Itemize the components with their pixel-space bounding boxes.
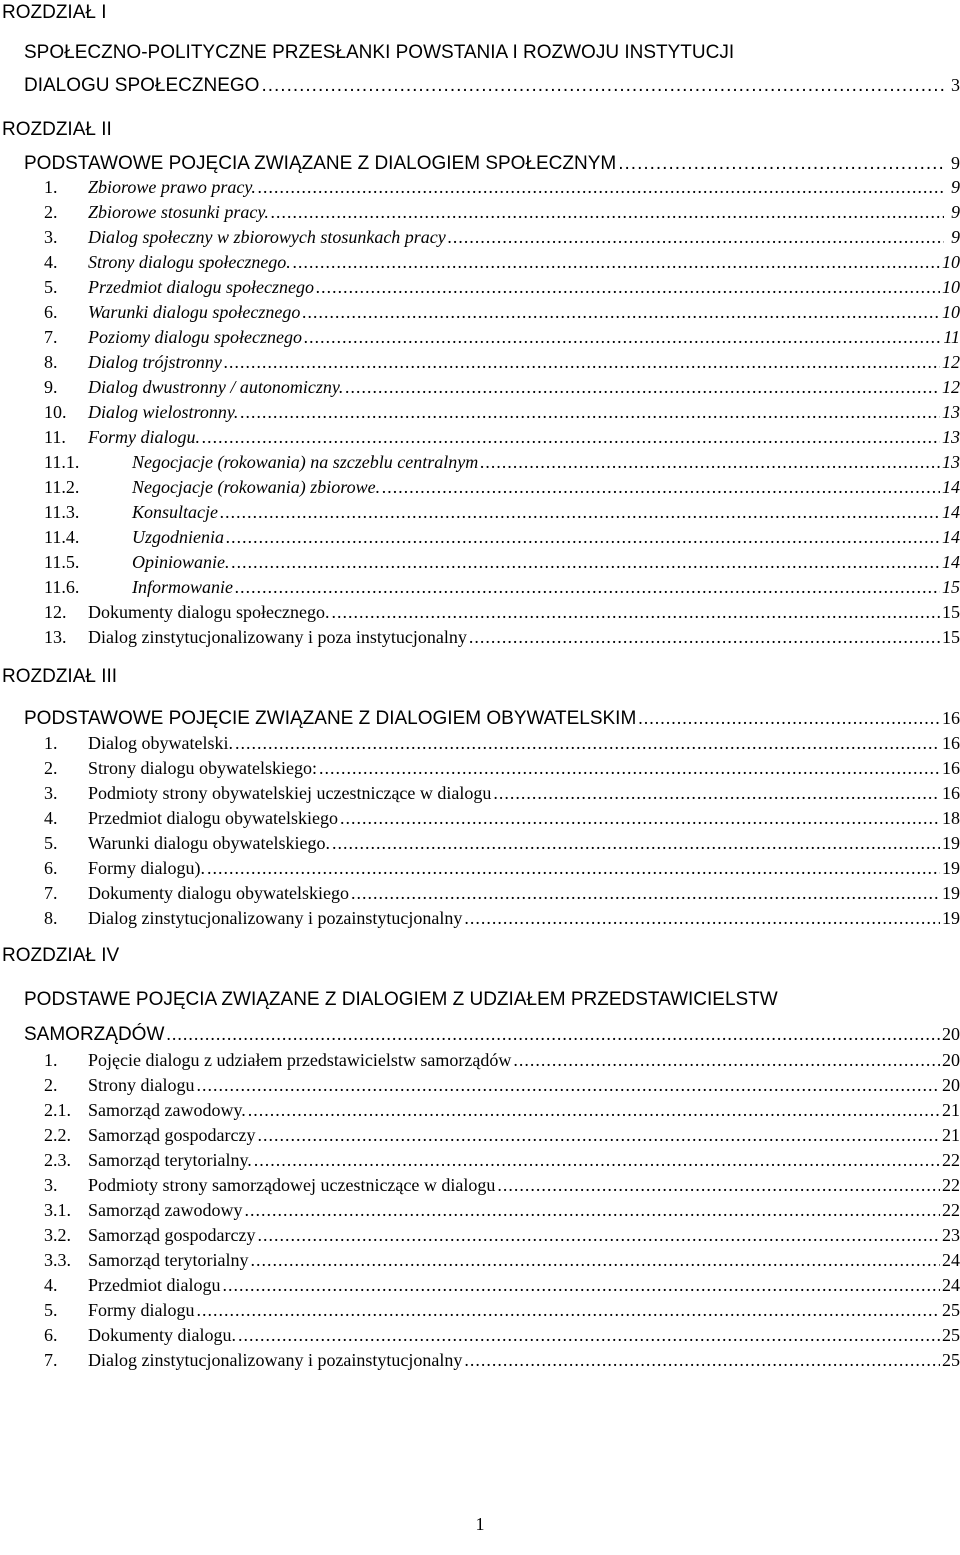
leader-dots bbox=[250, 1247, 940, 1273]
toc-entry-page: 22 bbox=[942, 1175, 960, 1195]
toc-entry-title: Samorząd gospodarczy bbox=[88, 1225, 256, 1245]
toc-entry-title: Dialog wielostronny. bbox=[88, 402, 239, 422]
toc-entry-page: 15 bbox=[942, 627, 960, 647]
toc-entry-page: 9 bbox=[951, 153, 960, 173]
chapter-heading: ROZDZIAŁ III bbox=[2, 666, 118, 687]
leader-dots bbox=[497, 1172, 940, 1198]
toc-entry-title: Dialog trójstronny bbox=[88, 352, 222, 372]
toc-entry-title: Strony dialogu obywatelskiego: bbox=[88, 758, 317, 778]
toc-section-entry[interactable] bbox=[24, 705, 960, 732]
leader-dots bbox=[293, 249, 940, 275]
toc-entry[interactable] bbox=[44, 374, 960, 400]
toc-entry-title: Warunki dialogu obywatelskiego. bbox=[88, 833, 330, 853]
toc-entry-page: 24 bbox=[942, 1250, 960, 1270]
toc-entry-page: 20 bbox=[942, 1024, 960, 1044]
leader-dots bbox=[197, 1072, 941, 1098]
toc-entry-title: Dokumenty dialogu społecznego. bbox=[88, 602, 330, 622]
toc-entry-number: 3.3. bbox=[44, 1250, 71, 1270]
toc-entry-number: 6. bbox=[44, 1325, 58, 1345]
toc-entry[interactable] bbox=[44, 599, 960, 625]
leader-dots bbox=[302, 299, 940, 325]
toc-entry[interactable] bbox=[44, 224, 960, 250]
leader-dots bbox=[166, 1021, 940, 1047]
toc-entry-page: 12 bbox=[942, 377, 960, 397]
toc-entry-page: 14 bbox=[942, 527, 960, 547]
toc-entry[interactable] bbox=[44, 524, 960, 550]
toc-entry-title: Formy dialogu. bbox=[88, 427, 200, 447]
toc-entry-page: 25 bbox=[942, 1325, 960, 1345]
leader-dots bbox=[235, 730, 940, 756]
leader-dots bbox=[222, 1272, 940, 1298]
leader-dots bbox=[244, 1197, 940, 1223]
leader-dots bbox=[257, 1222, 940, 1248]
toc-entry-page: 20 bbox=[942, 1050, 960, 1070]
toc-entry-title: Dialog obywatelski. bbox=[88, 733, 233, 753]
toc-entry-title: Strony dialogu bbox=[88, 1075, 195, 1095]
toc-entry-title: Informowanie bbox=[132, 577, 233, 597]
leader-dots bbox=[493, 780, 940, 806]
toc-entry[interactable] bbox=[44, 880, 960, 906]
toc-entry-number: 3.1. bbox=[44, 1200, 71, 1220]
toc-entry-page: 25 bbox=[942, 1350, 960, 1370]
leader-dots bbox=[464, 1347, 940, 1373]
toc-entry[interactable] bbox=[44, 424, 960, 450]
toc-entry-number: 12. bbox=[44, 602, 67, 622]
toc-section-title[interactable] bbox=[24, 40, 734, 66]
toc-entry-number: 1. bbox=[44, 1050, 58, 1070]
toc-entry[interactable] bbox=[44, 1147, 960, 1173]
leader-dots bbox=[332, 830, 940, 856]
leader-dots bbox=[238, 1322, 940, 1348]
toc-entry-page: 11 bbox=[943, 327, 960, 347]
toc-entry-number: 10. bbox=[44, 402, 67, 422]
toc-entry-page: 10 bbox=[942, 302, 960, 322]
toc-entry-title: Samorząd terytorialny. bbox=[88, 1150, 252, 1170]
toc-entry[interactable] bbox=[44, 174, 960, 200]
toc-entry[interactable] bbox=[44, 755, 960, 781]
toc-entry-title: Przedmiot dialogu społecznego bbox=[88, 277, 314, 297]
toc-entry-page: 9 bbox=[951, 177, 960, 197]
toc-entry-page: 21 bbox=[942, 1100, 960, 1120]
toc-entry-number: 1. bbox=[44, 177, 58, 197]
toc-entry[interactable] bbox=[44, 1272, 960, 1298]
leader-dots bbox=[258, 174, 944, 200]
toc-entry-title: Uzgodnienia bbox=[132, 527, 224, 547]
toc-entry-number: 4. bbox=[44, 1275, 58, 1295]
toc-entry-title: Strony dialogu społecznego. bbox=[88, 252, 291, 272]
chapter-heading: ROZDZIAŁ IV bbox=[2, 945, 120, 966]
toc-entry-number: 2.1. bbox=[44, 1100, 71, 1120]
leader-dots bbox=[220, 499, 940, 525]
toc-entry-page: 15 bbox=[942, 577, 960, 597]
toc-entry-number: 11.4. bbox=[44, 527, 80, 547]
toc-entry-page: 25 bbox=[942, 1300, 960, 1320]
leader-dots bbox=[197, 1297, 941, 1323]
toc-entry-number: 8. bbox=[44, 908, 58, 928]
toc-entry[interactable] bbox=[44, 780, 960, 806]
leader-dots bbox=[226, 524, 940, 550]
toc-entry-number: 2. bbox=[44, 1075, 58, 1095]
toc-entry[interactable] bbox=[44, 830, 960, 856]
leader-dots bbox=[240, 399, 940, 425]
toc-entry-number: 4. bbox=[44, 808, 58, 828]
toc-entry[interactable] bbox=[44, 1347, 960, 1373]
leader-dots bbox=[351, 880, 940, 906]
leader-dots bbox=[232, 549, 941, 575]
leader-dots bbox=[261, 73, 944, 99]
toc-entry-page: 16 bbox=[942, 708, 960, 728]
toc-entry-page: 16 bbox=[942, 733, 960, 753]
toc-entry-page: 19 bbox=[942, 883, 960, 903]
toc-entry[interactable] bbox=[44, 1247, 960, 1273]
toc-entry[interactable] bbox=[44, 349, 960, 375]
toc-section-entry[interactable] bbox=[24, 150, 960, 177]
toc-entry-page: 13 bbox=[942, 452, 960, 472]
toc-entry-number: 11.2. bbox=[44, 477, 80, 497]
toc-entry-title: PODSTAWOWE POJĘCIA ZWIĄZANE Z DIALOGIEM SPOŁECZNYM bbox=[24, 153, 617, 174]
toc-entry-number: 6. bbox=[44, 302, 58, 322]
toc-entry[interactable] bbox=[44, 324, 960, 350]
toc-entry-number: 5. bbox=[44, 277, 58, 297]
toc-entry-title: PODSTAWOWE POJĘCIE ZWIĄZANE Z DIALOGIEM OBYWATELSKIM bbox=[24, 708, 637, 729]
toc-entry-title: Przedmiot dialogu bbox=[88, 1275, 221, 1295]
page-number: 1 bbox=[475, 1514, 485, 1534]
toc-entry-number: 3. bbox=[44, 227, 58, 247]
leader-dots bbox=[271, 199, 944, 225]
toc-entry[interactable] bbox=[44, 1172, 960, 1198]
toc-entry-title: Samorząd gospodarczy bbox=[88, 1125, 256, 1145]
toc-entry[interactable] bbox=[44, 199, 960, 225]
leader-dots bbox=[513, 1047, 940, 1073]
toc-entry-page: 10 bbox=[942, 277, 960, 297]
toc-entry-page: 12 bbox=[942, 352, 960, 372]
toc-entry-number: 5. bbox=[44, 1300, 58, 1320]
toc-section-title[interactable] bbox=[24, 987, 778, 1013]
leader-dots bbox=[257, 1122, 940, 1148]
toc-entry-title: SPOŁECZNO-POLITYCZNE PRZESŁANKI POWSTANIA I ROZWOJU INSTYTUCJI bbox=[24, 42, 735, 63]
toc-entry-number: 7. bbox=[44, 1350, 58, 1370]
toc-entry-title: Poziomy dialogu społecznego bbox=[88, 327, 302, 347]
toc-entry-number: 2.3. bbox=[44, 1150, 71, 1170]
toc-entry-page: 19 bbox=[942, 858, 960, 878]
toc-entry[interactable] bbox=[44, 1047, 960, 1073]
toc-entry-title: Pojęcie dialogu z udziałem przedstawicielstw samorządów bbox=[88, 1050, 512, 1070]
chapter-heading: ROZDZIAŁ II bbox=[2, 119, 112, 140]
toc-entry-page: 13 bbox=[942, 427, 960, 447]
toc-entry-title: Dialog dwustronny / autonomiczny. bbox=[88, 377, 344, 397]
toc-entry-title: Dokumenty dialogu obywatelskiego bbox=[88, 883, 349, 903]
toc-entry-number: 3. bbox=[44, 783, 58, 803]
toc-entry-title: Dialog zinstytucjonalizowany i poza instytucjonalny bbox=[88, 627, 467, 647]
toc-entry[interactable] bbox=[44, 1072, 960, 1098]
toc-entry-number: 5. bbox=[44, 833, 58, 853]
toc-entry[interactable] bbox=[44, 274, 960, 300]
toc-entry[interactable] bbox=[44, 1322, 960, 1348]
toc-entry-number: 11.1. bbox=[44, 452, 80, 472]
leader-dots bbox=[340, 805, 940, 831]
toc-entry-number: 3.2. bbox=[44, 1225, 71, 1245]
leader-dots bbox=[224, 349, 940, 375]
toc-entry-number: 11.5. bbox=[44, 552, 80, 572]
toc-entry-number: 11. bbox=[44, 427, 66, 447]
toc-entry-page: 24 bbox=[942, 1275, 960, 1295]
leader-dots bbox=[469, 624, 940, 650]
toc-entry-page: 19 bbox=[942, 833, 960, 853]
toc-entry[interactable] bbox=[44, 1097, 960, 1123]
toc-entry[interactable] bbox=[44, 474, 960, 500]
toc-entry-number: 6. bbox=[44, 858, 58, 878]
toc-entry-number: 2. bbox=[44, 202, 58, 222]
toc-entry[interactable] bbox=[44, 730, 960, 756]
toc-entry-page: 21 bbox=[942, 1125, 960, 1145]
toc-entry-page: 18 bbox=[942, 808, 960, 828]
toc-entry[interactable] bbox=[44, 299, 960, 325]
toc-entry-title: Opiniowanie. bbox=[132, 552, 230, 572]
toc-entry-title: Warunki dialogu społecznego bbox=[88, 302, 301, 322]
toc-entry[interactable] bbox=[44, 905, 960, 931]
toc-entry-title: Samorząd terytorialny bbox=[88, 1250, 249, 1270]
leader-dots bbox=[304, 324, 941, 350]
leader-dots bbox=[254, 1147, 940, 1173]
toc-entry-title: Negocjacje (rokowania) na szczeblu centralnym bbox=[132, 452, 479, 472]
leader-dots bbox=[235, 574, 940, 600]
toc-entry-number: 2. bbox=[44, 758, 58, 778]
leader-dots bbox=[248, 1097, 940, 1123]
toc-entry-page: 14 bbox=[942, 552, 960, 572]
leader-dots bbox=[382, 474, 940, 500]
toc-entry-number: 11.6. bbox=[44, 577, 80, 597]
toc-entry-number: 13. bbox=[44, 627, 67, 647]
toc-entry-page: 14 bbox=[942, 477, 960, 497]
toc-entry-page: 16 bbox=[942, 758, 960, 778]
toc-entry-title: Formy dialogu). bbox=[88, 858, 205, 878]
toc-entry-number: 7. bbox=[44, 327, 58, 347]
toc-entry[interactable] bbox=[44, 249, 960, 275]
leader-dots bbox=[464, 905, 940, 931]
toc-entry-number: 4. bbox=[44, 252, 58, 272]
toc-entry-page: 20 bbox=[942, 1075, 960, 1095]
toc-entry-title: SAMORZĄDÓW bbox=[24, 1024, 165, 1045]
leader-dots bbox=[448, 224, 944, 250]
toc-entry-title: Konsultacje bbox=[132, 502, 218, 522]
toc-entry-title: Zbiorowe stosunki pracy. bbox=[88, 202, 269, 222]
leader-dots bbox=[480, 449, 940, 475]
toc-entry[interactable] bbox=[44, 399, 960, 425]
toc-entry-page: 19 bbox=[942, 908, 960, 928]
toc-section-entry[interactable] bbox=[24, 1021, 960, 1048]
toc-entry-page: 16 bbox=[942, 783, 960, 803]
toc-entry[interactable] bbox=[44, 1297, 960, 1323]
toc-entry-title: PODSTAWE POJĘCIA ZWIĄZANE Z DIALOGIEM Z UDZIAŁEM PRZEDSTAWICIELSTW bbox=[24, 989, 778, 1010]
leader-dots bbox=[331, 599, 940, 625]
leader-dots bbox=[345, 374, 940, 400]
toc-entry[interactable] bbox=[44, 1222, 960, 1248]
toc-entry-number: 9. bbox=[44, 377, 58, 397]
toc-entry-title: Przedmiot dialogu obywatelskiego bbox=[88, 808, 338, 828]
toc-entry-page: 3 bbox=[951, 75, 960, 95]
toc-entry-title: Dialog zinstytucjonalizowany i pozainstytucjonalny bbox=[88, 908, 463, 928]
toc-section-entry[interactable] bbox=[24, 72, 960, 99]
leader-dots bbox=[638, 705, 940, 731]
toc-entry-page: 9 bbox=[951, 202, 960, 222]
toc-entry-page: 14 bbox=[942, 502, 960, 522]
toc-entry-title: Dialog zinstytucjonalizowany i pozainstytucjonalny bbox=[88, 1350, 463, 1370]
toc-entry-page: 22 bbox=[942, 1200, 960, 1220]
toc-entry-page: 22 bbox=[942, 1150, 960, 1170]
toc-entry-number: 2.2. bbox=[44, 1125, 71, 1145]
toc-entry[interactable] bbox=[44, 1122, 960, 1148]
toc-entry-title: Samorząd zawodowy. bbox=[88, 1100, 246, 1120]
toc-entry-title: Samorząd zawodowy bbox=[88, 1200, 243, 1220]
toc-entry[interactable] bbox=[44, 855, 960, 881]
toc-entry-page: 15 bbox=[942, 602, 960, 622]
leader-dots bbox=[316, 274, 940, 300]
toc-entry[interactable] bbox=[44, 1197, 960, 1223]
toc-entry-page: 13 bbox=[942, 402, 960, 422]
toc-entry-title: Zbiorowe prawo pracy. bbox=[88, 177, 256, 197]
toc-entry-title: Dokumenty dialogu. bbox=[88, 1325, 236, 1345]
toc-entry[interactable] bbox=[44, 805, 960, 831]
toc-entry-title: Podmioty strony obywatelskiej uczestniczące w dialogu bbox=[88, 783, 492, 803]
chapter-heading: ROZDZIAŁ I bbox=[2, 2, 107, 23]
toc-entry-number: 11.3. bbox=[44, 502, 80, 522]
toc-entry-number: 3. bbox=[44, 1175, 58, 1195]
toc-entry[interactable] bbox=[44, 624, 960, 650]
toc-entry[interactable] bbox=[44, 574, 960, 600]
toc-entry-title: Negocjacje (rokowania) zbiorowe. bbox=[132, 477, 381, 497]
toc-entry-page: 10 bbox=[942, 252, 960, 272]
toc-entry-title: Formy dialogu bbox=[88, 1300, 195, 1320]
toc-entry-title: DIALOGU SPOŁECZNEGO bbox=[24, 75, 260, 96]
toc-entry-page: 9 bbox=[951, 227, 960, 247]
toc-entry-number: 1. bbox=[44, 733, 58, 753]
toc-entry[interactable] bbox=[44, 499, 960, 525]
toc-entry[interactable] bbox=[44, 549, 960, 575]
leader-dots bbox=[207, 855, 940, 881]
leader-dots bbox=[319, 755, 940, 781]
toc-entry-number: 8. bbox=[44, 352, 58, 372]
toc-entry-title: Dialog społeczny w zbiorowych stosunkach pracy bbox=[88, 227, 446, 247]
toc-entry-title: Podmioty strony samorządowej uczestniczące w dialogu bbox=[88, 1175, 496, 1195]
toc-entry-page: 23 bbox=[942, 1225, 960, 1245]
toc-entry-number: 7. bbox=[44, 883, 58, 903]
leader-dots bbox=[202, 424, 940, 450]
toc-entry[interactable] bbox=[44, 449, 960, 475]
